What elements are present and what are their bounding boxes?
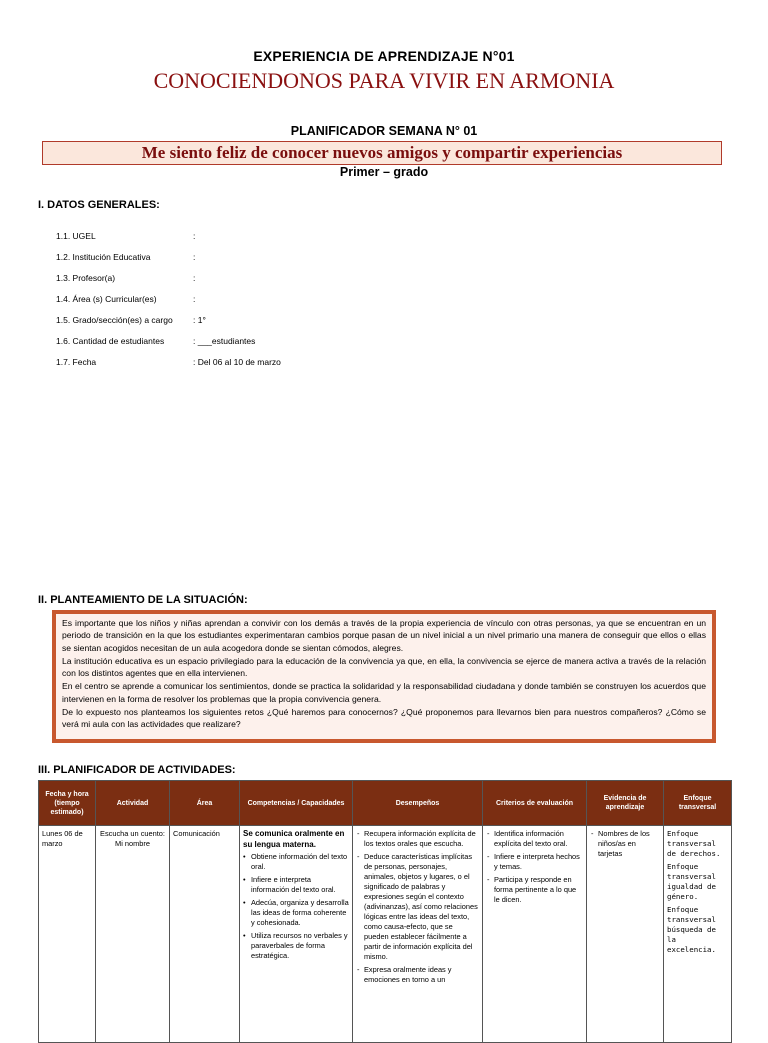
list-item: - Recupera información explícita de los textos orales que escucha. [356, 829, 479, 849]
row-value: : [193, 273, 196, 283]
list-item: • Utiliza recursos no verbales y paraverbales de forma estratégica. [243, 931, 349, 961]
row-label: 1.6. Cantidad de estudiantes [56, 336, 165, 346]
list-item: - Deduce características implícitas de personas, personajes, animales, objetos y lugares, o el significado de palabras y expresiones según el contexto (adivinanzas), así como relaciones lógicas entre las ideas del texto, como causa-efecto, que se pueden establecer fácilmente a partir de información explícita del mismo. [356, 852, 479, 962]
area-text: Comunicación [173, 829, 220, 838]
row-value: : [193, 231, 196, 241]
list-item: - Expresa oralmente ideas y emociones en torno a un [356, 965, 479, 985]
section-situation-heading: II. PLANTEAMIENTO DE LA SITUACIÓN: [38, 594, 248, 606]
situation-box [52, 610, 716, 743]
list-item: • Obtiene información del texto oral. [243, 852, 349, 872]
list-item: - Infiere e interpreta hechos y temas. [486, 852, 583, 872]
col-header-approach: Enfoque transversal [664, 781, 732, 826]
col-header-date: Fecha y hora (tiempo estimado) [39, 781, 96, 826]
cell-date [39, 826, 96, 1043]
row-label: 1.4. Área (s) Curricular(es) [56, 294, 157, 304]
experience-number: EXPERIENCIA DE APRENDIZAJE N°01 [253, 48, 515, 64]
situation-paragraph: La institución educativa es un espacio privilegiado para la educación de la convivencia ya que, en ella, la convivencia se ejerce de manera activa a través de la relación con los distintos agentes que en ella intervienen. [62, 655, 706, 679]
cell-approach [664, 826, 732, 1043]
row-value: : ___estudiantes [193, 336, 256, 346]
approach-item: Enfoque transversal de derechos. [667, 829, 721, 858]
row-value: : [193, 252, 196, 262]
list-item: • Adecúa, organiza y desarrolla las ideas de forma coherente y cohesionada. [243, 898, 349, 928]
col-header-evidence: Evidencia de aprendizaje [587, 781, 664, 826]
row-value: : 1° [193, 315, 206, 325]
situation-paragraph: De lo expuesto nos planteamos los siguientes retos ¿Qué haremos para conocernos? ¿Qué proponemos para llevarnos bien para nuestros compañeros? ¿Cómo se verá mi aula con las actividades que realizare? [62, 707, 706, 730]
situation-paragraph: En el centro se aprende a comunicar los sentimientos, donde se practica la solidaridad y la responsabilidad ciudadana y donde también se construyen los acuerdos que intervienen en la forma de resolver los problemas que la propia convivencia genera. [62, 681, 706, 704]
col-header-competencies: Competencias / Capacidades [240, 781, 353, 826]
row-label: 1.7. Fecha [56, 357, 97, 367]
row-label: 1.3. Profesor(a) [56, 273, 116, 283]
grade-label: Primer – grado [339, 165, 429, 179]
table-row [39, 826, 732, 1043]
approach-item: Enfoque transversal igualdad de género. [667, 862, 716, 901]
row-value: : [193, 294, 196, 304]
list-item: - Identifica información explícita del texto oral. [486, 829, 583, 849]
experience-title: CONOCIENDONOS PARA VIVIR EN ARMONIA [153, 68, 615, 93]
list-item: • Infiere e interpreta información del texto oral. [243, 875, 349, 895]
cell-area [170, 826, 240, 1043]
competency-title: Se comunica oralmente en su lengua materna. [243, 829, 345, 849]
week-title-box [42, 141, 722, 165]
row-label: 1.1. UGEL [56, 231, 96, 241]
row-label: 1.5. Grado/sección(es) a cargo [56, 315, 173, 325]
col-header-area: Área [170, 781, 240, 826]
list-item: - Nombres de los niños/as en tarjetas [590, 829, 660, 859]
situation-paragraph: Es importante que los niños y niñas aprendan a convivir con los demás a través de la propia experiencia de vínculo con otras personas, ya que se encuentran en un periodo de transición en la que los estudiantes experimentaran cambios porque pasan de un nivel inicial a un nivel primario una manera de conseguir que ellos o ellas se sientan acogidos necesitan de un aula acogedora donde se sientan cómodos, alegres. [62, 618, 706, 653]
row-label: 1.2. Institución Educativa [56, 252, 151, 262]
section-general-data-heading: I. DATOS GENERALES: [38, 199, 160, 211]
approach-item: Enfoque transversal búsqueda de la excelencia. [667, 905, 716, 954]
cell-criteria [483, 826, 587, 1043]
col-header-criteria: Criterios de evaluación [483, 781, 587, 826]
table-header-row [39, 781, 732, 826]
week-planner-label: PLANIFICADOR SEMANA N° 01 [290, 124, 478, 138]
cell-competencies [240, 826, 353, 1043]
col-header-performances: Desempeños [353, 781, 483, 826]
row-value: : Del 06 al 10 de marzo [193, 357, 281, 367]
section-planner-heading: III. PLANIFICADOR DE ACTIVIDADES: [38, 764, 236, 776]
cell-activity [96, 826, 170, 1043]
week-title: Me siento feliz de conocer nuevos amigos y compartir experiencias [141, 143, 623, 162]
cell-performances [353, 826, 483, 1043]
col-header-activity: Actividad [96, 781, 170, 826]
date-text: Lunes 06 de marzo [42, 829, 83, 848]
list-item: - Participa y responde en forma pertinente a lo que le dicen. [486, 875, 583, 905]
activities-table [38, 780, 732, 1043]
activity-text: Escucha un cuento: Mi nombre [100, 829, 165, 848]
cell-evidence [587, 826, 664, 1043]
